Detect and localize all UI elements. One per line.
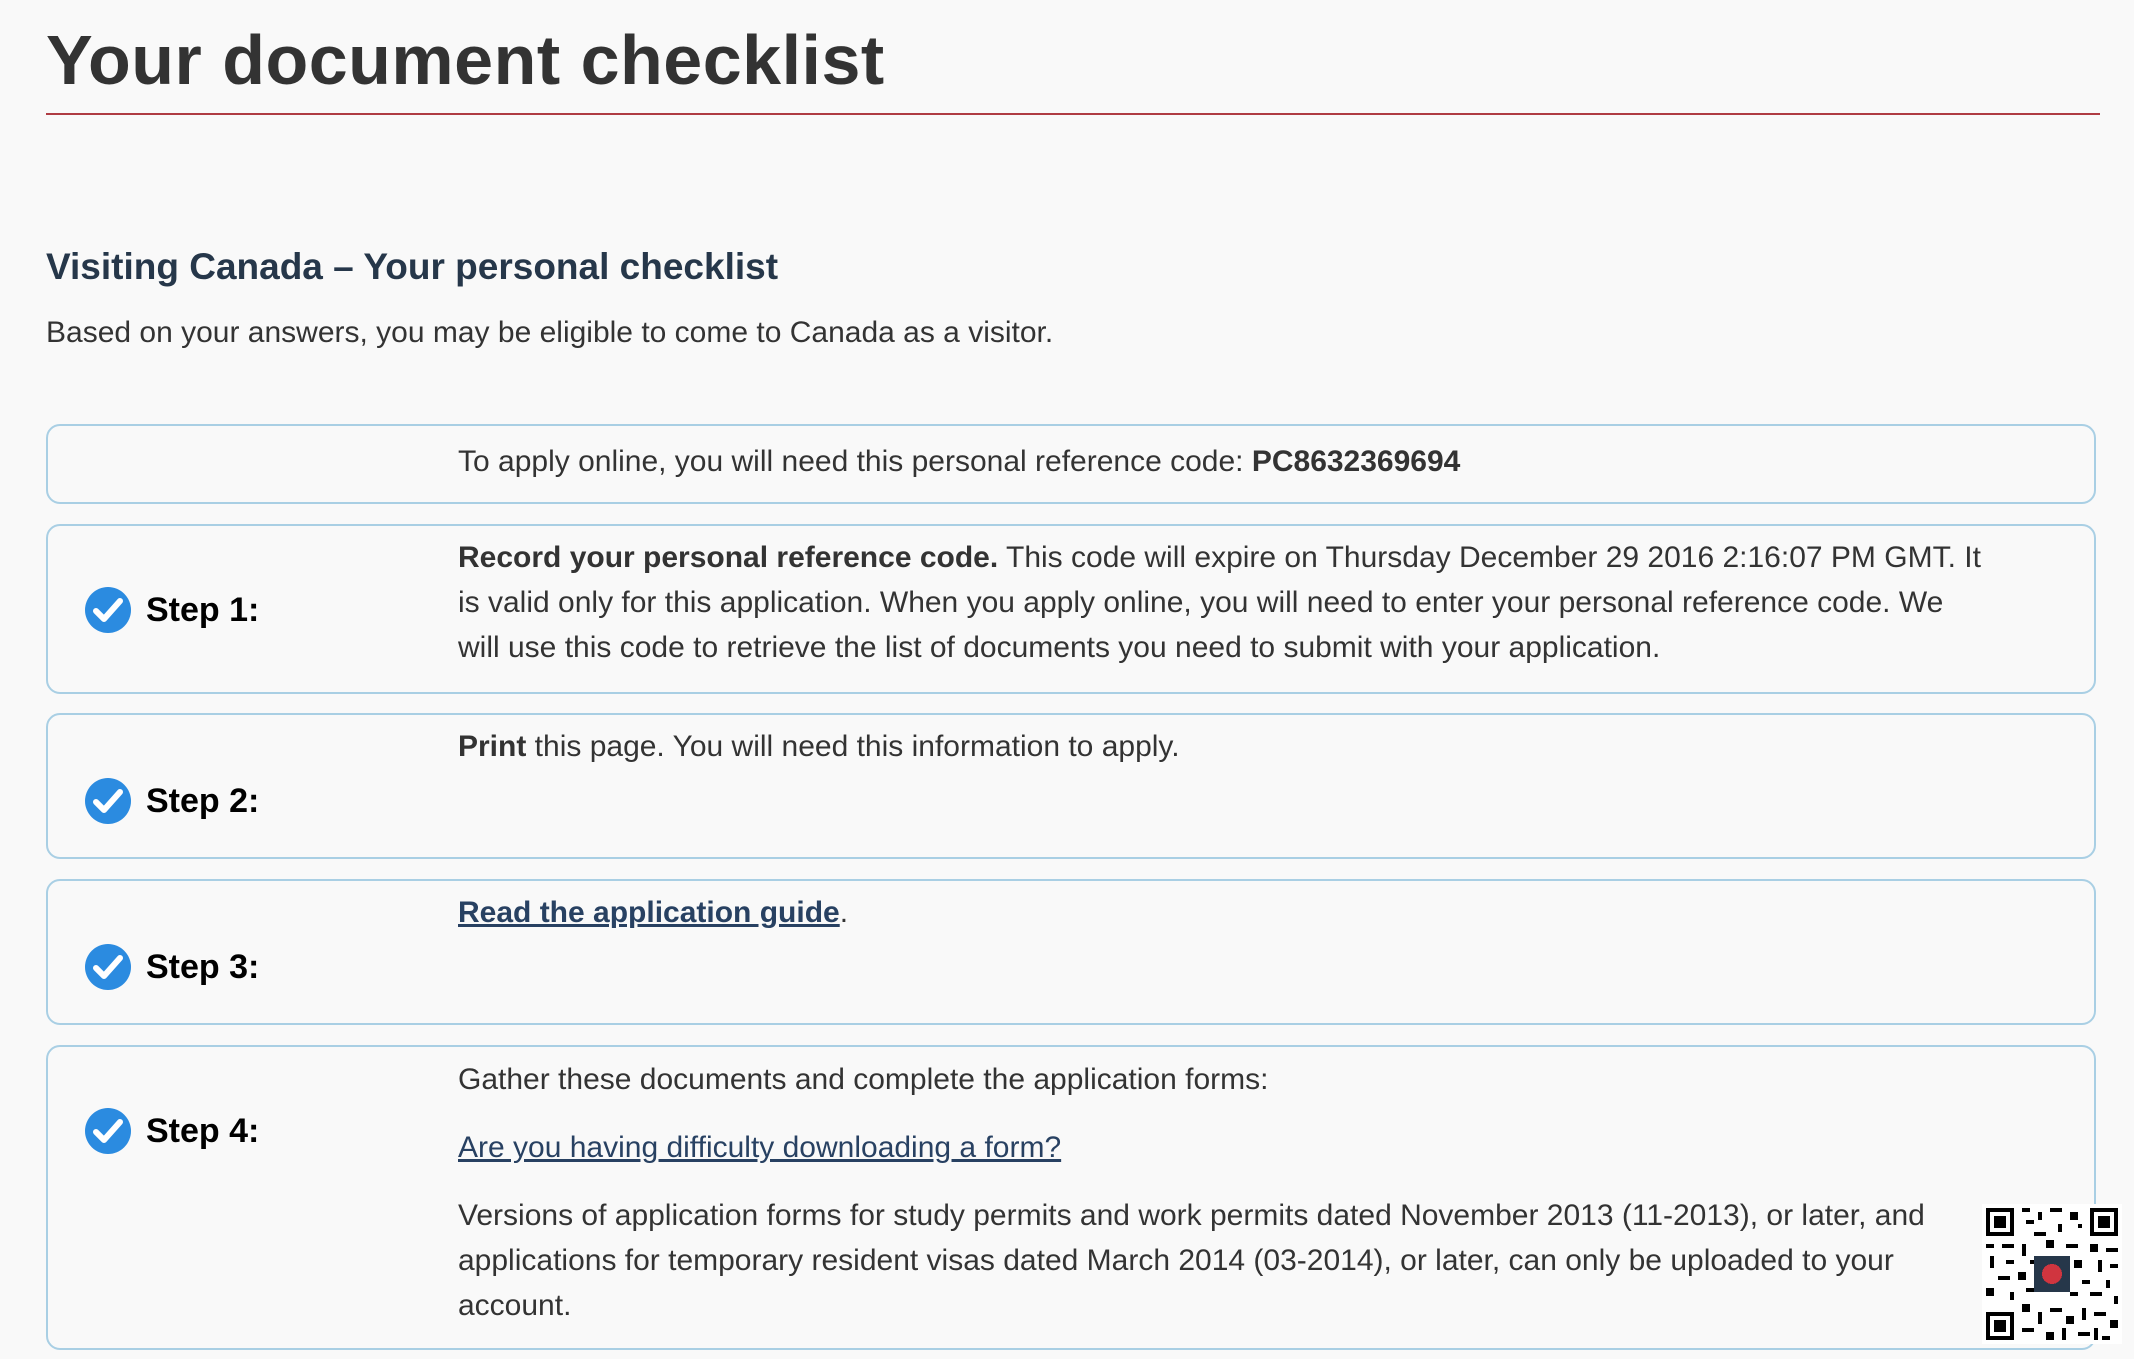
step-3-box — [46, 879, 2096, 1025]
step-2-text — [458, 724, 1984, 769]
step-1-content — [458, 535, 1984, 670]
section-heading: Visiting Canada – Your personal checklist — [46, 246, 779, 287]
reference-code-content — [458, 439, 1984, 484]
step-3-label-text: Step 3: — [146, 947, 260, 986]
step-2-content — [458, 724, 1984, 769]
check-circle-icon — [84, 777, 132, 825]
reference-code-value: PC8632369694 — [1251, 445, 1461, 478]
page-title: Your document checklist — [46, 21, 885, 99]
check-circle-icon — [84, 943, 132, 991]
reference-code-box — [46, 424, 2096, 504]
step-3-text — [458, 890, 1984, 935]
step-2-body-text: this page. You will need this information to apply. — [526, 730, 1180, 763]
step-2-bold-text: Print — [458, 730, 527, 763]
step-2-label — [84, 777, 259, 825]
title-divider — [46, 113, 2100, 115]
check-circle-icon — [84, 1107, 132, 1155]
step-1-body-text: This code will expire on Thursday December 29 2016 2:16:07 PM GMT. It is valid only for this application. When you apply online, you will need to enter your personal reference code. We will use this code to retrieve the list of documents you need to submit with your application. — [458, 541, 1981, 664]
step-1-label — [84, 586, 259, 634]
step-4-label-text: Step 4: — [146, 1111, 260, 1150]
qr-code-icon — [1982, 1203, 2122, 1345]
reference-code-prefix: To apply online, you will need this personal reference code: — [458, 445, 1252, 478]
step-4-note: Versions of application forms for study permits and work permits dated November 2013 (11-2013), or later, and applications for temporary resident visas dated March 2014 (03-2014), or later, can only be uploaded to your account. — [458, 1199, 1925, 1322]
step-4-link-line — [458, 1125, 1984, 1170]
step-1-box — [46, 524, 2096, 694]
step-1-text — [458, 535, 1984, 670]
step-4-content — [458, 1057, 1984, 1328]
step-1-label-text: Step 1: — [146, 590, 260, 629]
step-4-label — [84, 1107, 259, 1155]
step-2-box — [46, 713, 2096, 859]
step-4-intro: Gather these documents and complete the application forms: — [458, 1063, 1269, 1096]
step-3-content — [458, 890, 1984, 935]
intro-text: Based on your answers, you may be eligible to come to Canada as a visitor. — [46, 316, 1054, 349]
step-2-label-text: Step 2: — [146, 781, 260, 820]
step-4-box — [46, 1045, 2096, 1350]
reference-code-text — [458, 439, 1984, 484]
form-download-help-link[interactable]: Are you having difficulty downloading a form? — [458, 1131, 1062, 1164]
step-1-bold-text: Record your personal reference code. — [458, 541, 999, 574]
step-3-period: . — [839, 896, 849, 929]
check-circle-icon — [84, 586, 132, 634]
step-3-label — [84, 943, 259, 991]
application-guide-link[interactable]: Read the application guide — [458, 896, 840, 929]
